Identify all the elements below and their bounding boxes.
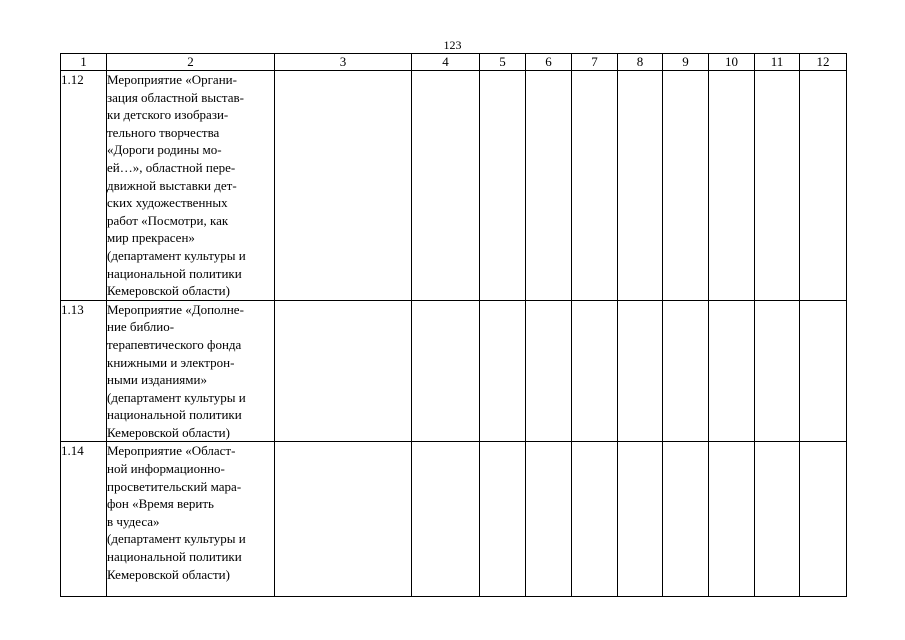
table-cell (709, 442, 755, 597)
row-number: 1.14 (61, 442, 107, 597)
header-row (61, 54, 847, 71)
description-line: фон «Время верить (107, 496, 214, 512)
table-cell (755, 442, 800, 597)
column-header: 10 (709, 54, 755, 71)
row-description (107, 71, 275, 301)
description-line: национальной политики (107, 407, 242, 423)
table-cell (663, 442, 709, 597)
row-description (107, 442, 275, 597)
column-header: 6 (526, 54, 572, 71)
table-cell (572, 300, 618, 442)
description-line: национальной политики (107, 549, 242, 565)
table-cell (275, 442, 412, 597)
row-number: 1.12 (61, 71, 107, 301)
column-header: 9 (663, 54, 709, 71)
table-cell (572, 442, 618, 597)
description-line: Мероприятие «Дополне- (107, 301, 244, 317)
column-header: 3 (275, 54, 412, 71)
table-cell (709, 300, 755, 442)
column-header: 7 (572, 54, 618, 71)
table-cell (526, 300, 572, 442)
description-line: просветительский мара- (107, 478, 242, 494)
description-line: ских художественных (107, 195, 228, 211)
table-row (61, 442, 847, 597)
table-cell (526, 442, 572, 597)
table-row (61, 71, 847, 301)
table-cell (618, 442, 663, 597)
column-header: 12 (800, 54, 847, 71)
description-line: Мероприятие «Област- (107, 443, 236, 459)
table-cell (480, 300, 526, 442)
description-line: ной информационно- (107, 461, 225, 477)
table-cell (275, 300, 412, 442)
description-line: Кемеровской области) (107, 283, 230, 299)
row-number: 1.13 (61, 300, 107, 442)
table-cell (755, 71, 800, 301)
description-line: ние библио- (107, 319, 175, 335)
table-cell (800, 442, 847, 597)
table-cell (275, 71, 412, 301)
description-line: (департамент культуры и (107, 247, 246, 263)
column-header: 1 (61, 54, 107, 71)
table-cell (800, 71, 847, 301)
description-line: книжными и электрон- (107, 354, 235, 370)
page-number: 123 (443, 38, 462, 52)
table-cell (412, 442, 480, 597)
table-cell (663, 71, 709, 301)
description-line: зация областной выстав- (107, 89, 244, 105)
description-line: ки детского изобрази- (107, 107, 229, 123)
column-header: 5 (480, 54, 526, 71)
column-header: 2 (107, 54, 275, 71)
description-line: (департамент культуры и (107, 531, 246, 547)
table-cell (709, 71, 755, 301)
description-line: ными изданиями» (107, 372, 207, 388)
table-cell (755, 300, 800, 442)
table-cell (526, 71, 572, 301)
description-line: Кемеровской области) (107, 424, 230, 440)
table-cell (480, 71, 526, 301)
row-description (107, 300, 275, 442)
description-line: тельного творчества (107, 124, 220, 140)
program-table (60, 53, 847, 597)
description-line: работ «Посмотри, как (107, 212, 229, 228)
description-line: Кемеровской области) (107, 566, 230, 582)
table-cell (663, 300, 709, 442)
description-line: (департамент культуры и (107, 389, 246, 405)
description-line: национальной политики (107, 265, 242, 281)
table-cell (480, 442, 526, 597)
table-cell (618, 71, 663, 301)
table-cell (572, 71, 618, 301)
description-line: мир прекрасен» (107, 230, 195, 246)
table-row (61, 300, 847, 442)
column-header: 4 (412, 54, 480, 71)
table-cell (618, 300, 663, 442)
description-line: движной выставки дет- (107, 177, 237, 193)
description-line: «Дороги родины мо- (107, 142, 222, 158)
description-line: терапевтического фонда (107, 336, 242, 352)
table-cell (412, 300, 480, 442)
description-line: ей…», областной пере- (107, 159, 236, 175)
table-cell (412, 71, 480, 301)
column-header: 11 (755, 54, 800, 71)
table-cell (800, 300, 847, 442)
column-header: 8 (618, 54, 663, 71)
description-line: Мероприятие «Органи- (107, 72, 237, 87)
description-line: в чудеса» (107, 513, 160, 529)
